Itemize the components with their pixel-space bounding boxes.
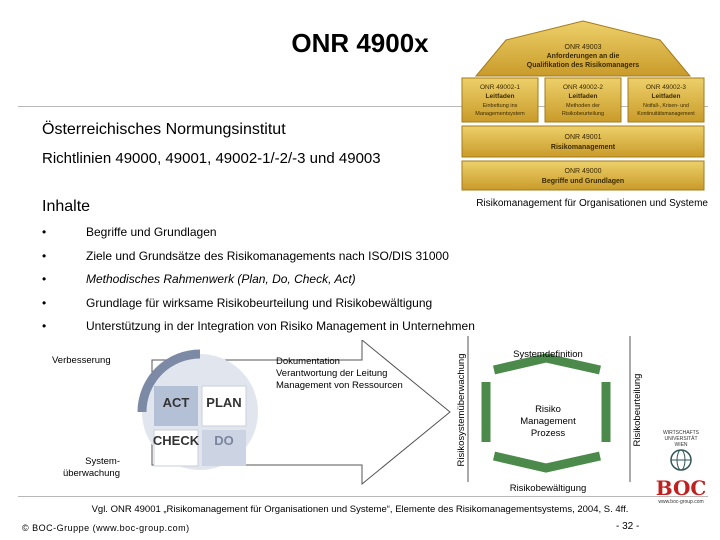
- pillar-2-line-3: Methoden der: [566, 103, 600, 109]
- page-title: ONR 4900x: [291, 28, 429, 58]
- pillar-3-line-1: ONR 49002-3: [645, 84, 687, 91]
- process-center-line-1: Risiko: [535, 404, 561, 415]
- pillar-1-line-2: Leitfaden: [485, 93, 515, 100]
- improvement-label: Verbesserung: [52, 355, 111, 366]
- university-logo-text: WIRTSCHAFTS UNIVERSITÄT WIEN: [662, 430, 700, 448]
- bullet-symbol: •: [42, 272, 47, 286]
- band1-line-1: ONR 49001: [564, 134, 602, 141]
- pillar-1-line-3: Einbettung ins: [482, 103, 518, 109]
- pillar-3-line-3: Notfall-, Krisen- und: [643, 103, 689, 109]
- act-label: ACT: [162, 395, 190, 410]
- band2-line-2: Begriffe und Grundlagen: [541, 178, 625, 185]
- house-caption: Risikomanagement für Organisationen und Systeme: [476, 198, 708, 209]
- boc-logo: BOC: [655, 476, 707, 500]
- right-vertical-label: Risikobeurteilung: [632, 373, 643, 447]
- bullet-symbol: •: [42, 296, 47, 310]
- system-definition-label: Systemdefinition: [513, 349, 583, 360]
- globe-icon: [652, 448, 710, 472]
- institute-name: Österreichisches Normungsinstitut: [42, 121, 286, 138]
- pillar-2-line-4: Risikobeurteilung: [561, 111, 605, 117]
- onr-house-diagram: [458, 18, 708, 193]
- left-vertical-label: Risikosystemüberwachung: [456, 353, 467, 467]
- guidelines-text: Richtlinien 49000, 49001, 49002-1/-2/-3 und 49003: [42, 150, 381, 167]
- risk-process-diagram: [454, 330, 644, 500]
- pillar-3-line-2: Leitfaden: [651, 93, 681, 100]
- do-label: DO: [214, 433, 234, 448]
- documentation-text: Dokumentation Verantwortung der Leitung Management von Ressourcen: [276, 356, 403, 391]
- pillar-2-line-2: Leitfaden: [568, 93, 598, 100]
- pillar-1-line-1: ONR 49002-1: [479, 84, 521, 91]
- bullet-symbol: •: [42, 225, 47, 239]
- band1-line-2: Risikomanagement: [550, 144, 616, 151]
- page-number: - 32 -: [616, 521, 640, 532]
- bullet-symbol: •: [42, 319, 47, 333]
- reference-text: Vgl. ONR 49001 „Risikomanagement für Organisationen und Systeme“, Elemente des Risikomanagementsystems, 2004, S. 4ff.: [91, 504, 629, 515]
- pillar-1-line-4: Managementsystem: [475, 111, 525, 117]
- process-center-line-2: Management: [520, 416, 576, 427]
- band2-line-1: ONR 49000: [564, 168, 602, 175]
- boc-url: www.boc-group.com: [658, 499, 704, 505]
- roof-line-2: Anforderungen an die: [546, 53, 620, 60]
- house-band-basics: [462, 161, 704, 190]
- footer-company: © BOC-Gruppe (www.boc-group.com): [22, 523, 190, 533]
- check-label: CHECK: [152, 433, 200, 448]
- process-center-line-3: Prozess: [530, 428, 566, 439]
- roof-line-3: Qualifikation des Risikomanagers: [526, 62, 640, 69]
- monitoring-text: System- überwachung: [62, 456, 120, 479]
- pillar-2-line-1: ONR 49002-2: [562, 84, 604, 91]
- bottom-arrow: [494, 456, 600, 468]
- roof-line-1: ONR 49003: [564, 44, 602, 51]
- plan-label: PLAN: [206, 395, 242, 410]
- bullet-symbol: •: [42, 249, 47, 263]
- house-band-risk-management: [462, 126, 704, 157]
- pillar-3-line-4: Kontinuitätsmanagement: [637, 111, 695, 117]
- risk-treatment-label: Risikobewältigung: [509, 483, 587, 494]
- contents-heading: Inhalte: [42, 198, 91, 215]
